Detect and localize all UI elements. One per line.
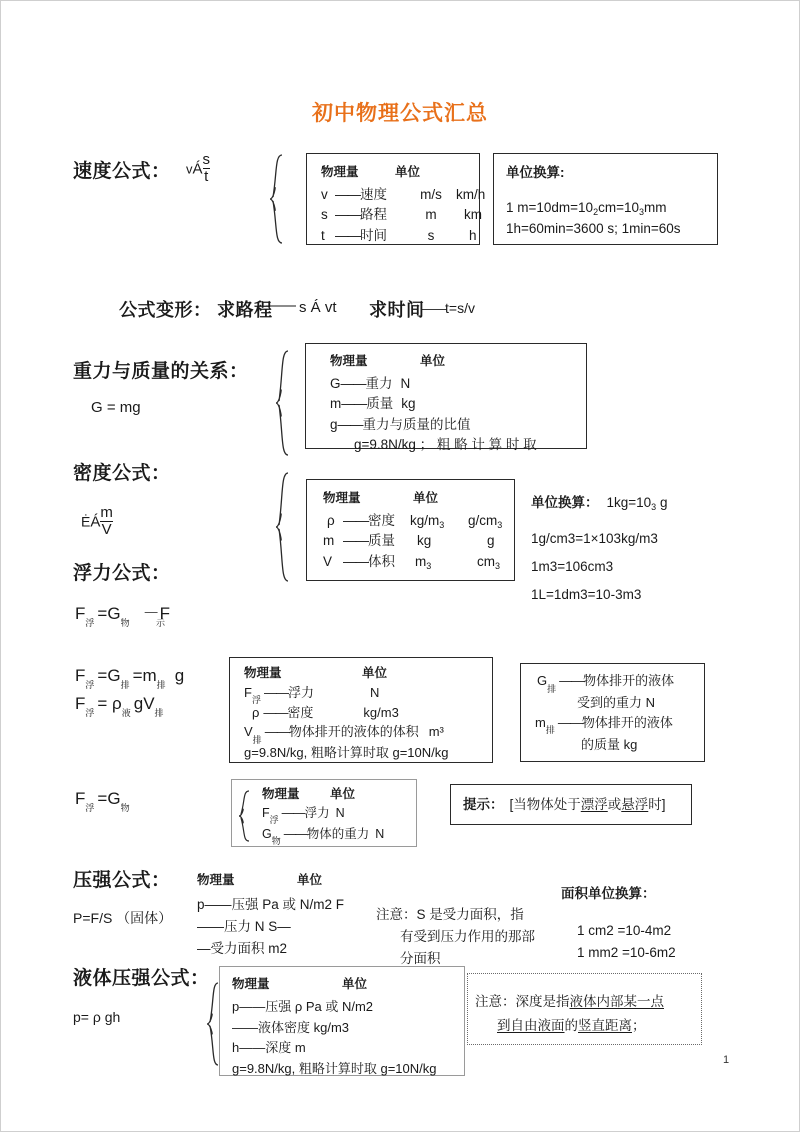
row-dash: —— [341,396,367,412]
transform-item1-dash: —— [266,297,296,314]
table-gravity-header-unit: 单位 [420,354,446,368]
table-liquid-header-unit: 单位 [342,977,368,991]
row-symbol: v [321,186,328,202]
row-name: 物体的重力 [306,826,370,841]
note-pressure [376,904,535,970]
row-unit: m³ [428,724,444,740]
brace-gravity [273,349,291,457]
table-row [321,185,486,206]
formula-liquid-pressure: p= ρ gh [73,1009,121,1025]
table-buoyancy-floating [231,779,417,847]
table-row: $V_排——$物体排开的液体的体积 m³ [244,724,444,745]
density-conversion-line-2: 1m3=106cm3 [531,558,614,574]
row-dash: —— [283,826,307,841]
density-conversion-line-3: 1L=1dm3=10-3m3 [531,586,642,602]
row-dash: —— [335,227,360,243]
row-unit1: m [425,207,437,223]
row-dash: —— [343,553,368,569]
row-name: 体积 [368,553,395,569]
formula-density-rho: Ė [81,513,91,530]
table-row [321,226,479,247]
transform-item2-value: t=s/v [445,300,475,316]
table-row [244,704,492,723]
table-density [306,479,515,581]
formula-speed-numerator: s [202,151,211,168]
row-name: 重力 [365,375,393,391]
density-conversion-line-1: 1g/cm3=1×103kg/m3 [531,530,658,546]
conversion-line-2: 1h=60min=3600 s; 1min=60s [506,220,681,236]
transform-item2-dash: —— [421,301,447,316]
row-symbol: g [330,416,338,432]
box-buoyancy-hint: 提示： [当物体处于漂浮或悬浮时] [450,784,692,825]
row-unit1: kg/m [410,512,440,528]
row-dash: —— [264,724,289,740]
side-line-1: $G_排——$物体排开的液体 [537,673,675,694]
transform-label: 公式变形： [119,300,212,320]
note-liquid-line-2: 到自由液面的竖直距离； [497,1017,646,1033]
formula-buoyancy-3: $F_浮= \rho_液gV_排$ [75,694,167,719]
row-dash: —— [343,533,368,549]
table-liquid-line-4: g=9.8N/kg, 粗略计算时取 g=10N/kg [232,1061,437,1077]
row-unit2: km [464,207,482,223]
transform-item1-value: s Á vt [299,299,337,316]
table-row: $F_浮——$浮力 N [262,805,345,826]
row-symbol: ρ [252,705,260,721]
formula-buoyancy-1: $F_浮=G_物-F_示$ [75,604,170,629]
page-title: 初中物理公式汇总 [312,102,488,125]
table-row [330,415,586,436]
side-line-4: 的质量 kg [581,736,638,752]
row-name: 重力与质量的比值 [362,416,471,432]
row-name: 浮力 [304,805,330,820]
table-pressure-header-unit: 单位 [297,873,323,887]
table-speed [306,153,486,245]
row-unit2: g [487,533,495,549]
pressure-unit-conversion [561,883,676,964]
table-row [321,205,482,226]
table-density-header-quantity: 物理量 [323,491,361,505]
table-buoyancy-header-quantity: 物理量 [244,666,282,680]
row-unit: N [400,375,411,391]
formula-density [81,506,113,539]
row-dash: —— [281,805,305,820]
note-liquid-underline-2: 到自由液面 [497,1017,565,1033]
row-symbol: ρ [327,512,335,528]
formula-speed [186,153,210,186]
brace-floating [237,789,251,843]
note-liquid-underline-3: 竖直距离 [578,1017,632,1033]
table-buoyancy-note: g=9.8N/kg, 粗略计算时取 g=10N/kg [244,744,449,760]
row-unit: kg/m3 [363,705,399,721]
section-heading-speed: 速度公式： [73,161,171,182]
row-dash: —— [335,207,360,223]
table-gravity-header-quantity: 物理量 [330,354,368,368]
section-heading-density: 密度公式： [73,463,171,484]
transform-item1-label: 求路程 [217,300,273,320]
formula-gravity: G = mg [91,399,141,416]
pressure-conversion-line-2: 1 mm2 =10-6m2 [577,944,676,960]
table-floating-header-quantity: 物理量 [262,787,300,801]
pressure-conversion-line-1: 1 cm2 =10-4m2 [577,922,672,938]
formula-speed-denominator: t [204,167,209,185]
table-liquid-line-2: ——液体密度 kg/m3 [232,1019,350,1035]
note-pressure-line-1: 注意：S 是受力面积，指 [376,907,524,922]
side-line-3: $m_排——$物体排开的液体 [535,714,673,736]
table-row [330,394,586,415]
row-name: 浮力 [287,684,314,700]
transform-item2-label: 求时间 [369,300,425,320]
table-speed-header-unit: 单位 [395,165,421,179]
table-row [323,531,514,552]
table-liquid-header-quantity: 物理量 [232,977,270,991]
row-symbol: V [244,724,253,740]
formula-buoyancy-2: $F_浮=G_排=m_排g$ [75,666,185,691]
row-symbol: F [262,805,270,820]
table-liquid-line-3: h——深度 m [232,1040,306,1056]
table-row: $G_物——$物体的重力 N [262,826,385,847]
row-dash: —— [335,186,360,202]
row-name: 时间 [360,227,387,243]
pressure-conversion-heading: 面积单位换算： [561,886,656,901]
table-pressure [197,869,344,959]
row-symbol: m [323,533,335,549]
formula-density-numerator: m [100,504,113,521]
row-symbol: V [323,553,333,569]
row-name: 质量 [368,533,395,549]
formula-speed-eq: Á [192,160,203,178]
row-unit: kg [401,396,416,412]
row-unit1: m/s [420,186,442,202]
table-floating-header-unit: 单位 [330,787,356,801]
row-dash: —— [263,684,288,700]
table-gravity [305,343,587,453]
page-number: 1 [723,1054,730,1066]
box-speed-unit-conversion [493,153,718,245]
row-unit1: s [427,227,435,243]
hint-underline-2: 悬浮 [621,797,649,812]
row-symbol: F [244,684,252,700]
formula-pressure: P=F/S （固体） [73,910,173,926]
section-heading-liquid-pressure: 液体压强公式： [73,968,210,989]
table-speed-header-quantity: 物理量 [321,165,359,179]
table-pressure-header-quantity: 物理量 [197,873,235,887]
brace-density [273,471,291,583]
row-symbol: G [262,826,272,841]
hint-underline-1: 漂浮 [580,797,608,812]
row-name: 路程 [360,207,387,223]
formula-density-fraction [100,505,113,538]
row-dash: —— [263,705,288,721]
table-row: V ——体积 $m_3$ $cm_3$ [323,553,501,571]
row-unit: N [369,684,380,700]
row-unit: N [375,826,385,841]
section-heading-gravity: 重力与质量的关系： [73,361,249,382]
table-pressure-line-3: —受力面积 m2 [197,940,288,956]
section-heading-buoyancy: 浮力公式： [73,563,171,584]
row-unit2: km/h [456,186,486,202]
conversion-heading: 单位换算: [506,165,565,180]
formula-speed-v: v [186,161,193,177]
row-symbol: t [321,227,325,243]
brace-speed [267,153,285,245]
row-symbol: G [330,375,341,391]
table-liquid-pressure [219,966,465,1076]
table-liquid-line-1: p——压强 ρ Pa 或 N/m2 [232,998,374,1014]
note-liquid-line-1: 注意：深度是指液体内部某一点 [475,994,664,1009]
formula-speed-fraction [203,152,211,185]
row-name: 质量 [366,396,394,412]
row-name: 速度 [360,186,387,202]
table-pressure-line-2: ——压力 N S— [197,918,291,934]
density-unit-conversion: 单位换算： $1kg=10_3$ g 1g/cm3=1×103kg/m3 1m3=106cm3 1L=1dm3=10-3m3 [531,493,667,606]
row-dash: —— [337,416,363,432]
row-name: 密度 [368,512,395,528]
formula-buoyancy-4: $F_浮=G_物$ [75,789,133,814]
hint-label: 提示： [463,797,504,812]
table-gravity-note: g=9.8N/kg ； 粗 略 计 算 时 取 [354,437,537,453]
formula-density-eq: Á [90,513,101,531]
row-dash: —— [340,375,366,391]
density-conversion-heading: 单位换算： [531,495,599,510]
table-buoyancy [229,657,493,763]
note-pressure-line-3: 分面积 [400,950,441,966]
note-pressure-line-2: 有受到压力作用的那部 [400,928,535,944]
table-row: ρ ——密度 $kg/m_3$ $g/cm_3$ [323,511,514,532]
formula-density-denominator: V [101,520,112,538]
row-symbol: m [330,396,342,412]
box-buoyancy-side [520,663,705,762]
row-dash: —— [343,512,368,528]
row-unit1: kg [417,533,432,549]
table-row: $F_浮——$浮力 N [244,684,380,706]
table-buoyancy-header-unit: 单位 [362,666,388,680]
row-unit2: cm [477,553,495,569]
conversion-line-1: 1 $m=10dm=10_2cm=10_3mm$ [506,199,667,217]
row-name: 密度 [287,705,314,721]
side-line-2: 受到的重力 N [577,695,656,711]
row-unit: N [335,805,345,820]
box-liquid-pressure-note [467,973,702,1045]
row-name: 物体排开的液体的体积 [288,724,419,740]
row-unit1: m [415,553,427,569]
row-symbol: s [321,207,328,223]
table-row [330,374,586,395]
table-density-header-unit: 单位 [413,491,439,505]
note-liquid-underline-1: 液体内部某一点 [569,994,664,1009]
row-unit2: h [469,227,477,243]
row-unit2: g/cm [468,512,498,528]
table-pressure-line-1: p——压强 Pa 或 N/m2 F [197,896,345,912]
section-heading-pressure: 压强公式： [73,870,171,891]
